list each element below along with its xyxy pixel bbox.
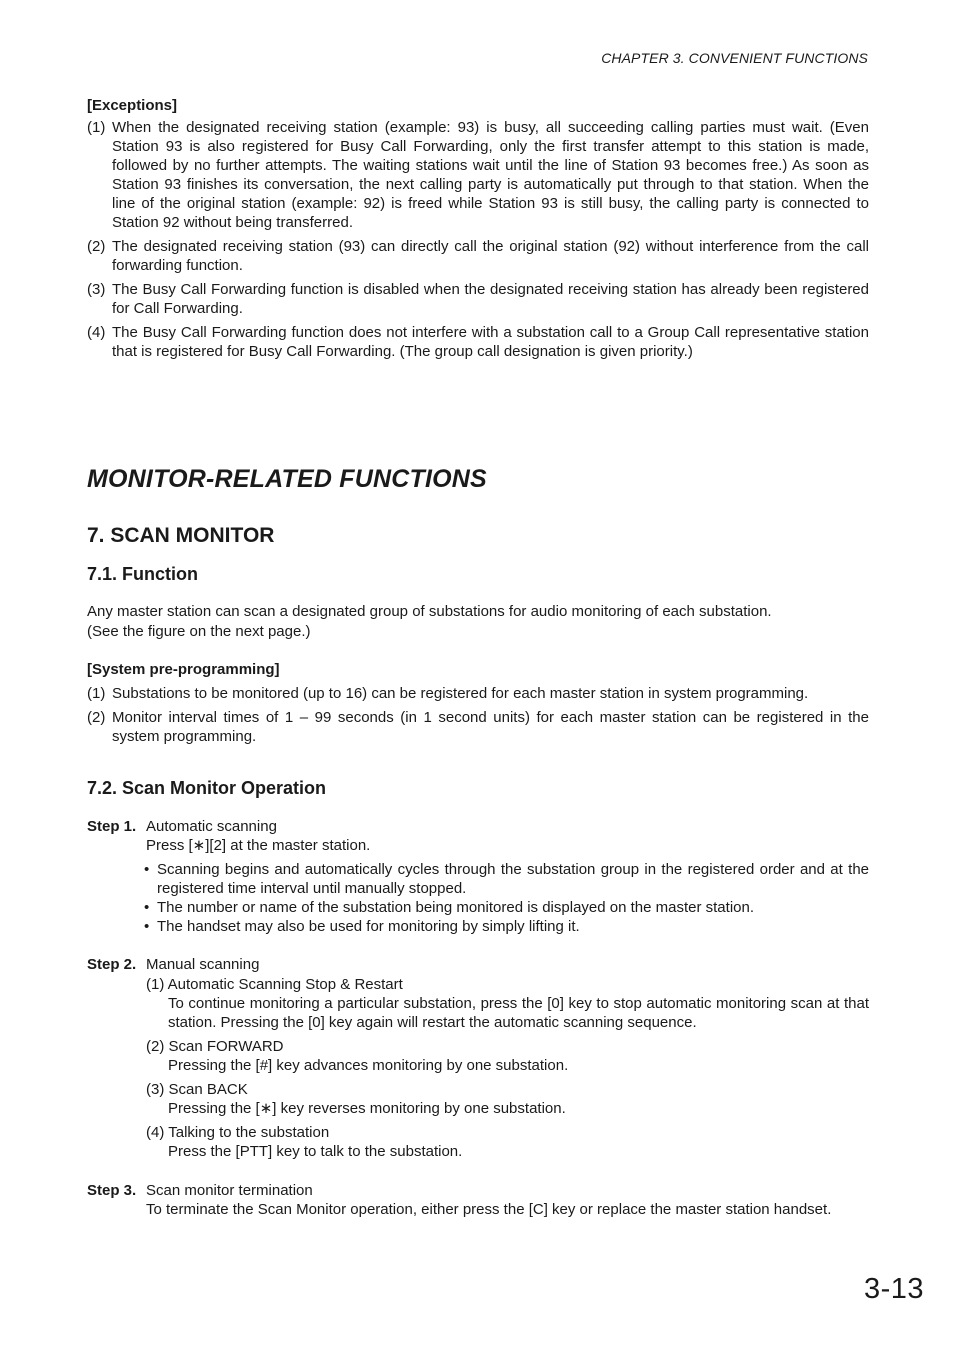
item-number: (3) [87, 281, 106, 298]
preprogramming-list [87, 684, 869, 746]
exceptions-list [87, 118, 869, 361]
manual-item-head: (2) Scan FORWARD [146, 1038, 284, 1055]
manual-item [146, 1080, 869, 1118]
list-item [87, 708, 869, 746]
manual-item [146, 1037, 869, 1075]
operation-title: 7.2. Scan Monitor Operation [87, 778, 327, 798]
item-number: (4) [87, 324, 106, 341]
list-item [87, 118, 869, 232]
function-note: (See the figure on the next page.) [87, 623, 311, 640]
preprogramming-title: [System pre-programming] [87, 661, 280, 678]
item-number: (1) [87, 685, 106, 702]
page-content [87, 96, 869, 1219]
bullet-mark: • [144, 899, 150, 916]
manual-item-head: (1) Automatic Scanning Stop & Restart [146, 976, 403, 993]
exceptions-title: [Exceptions] [87, 97, 178, 114]
bullet-text: The handset may also be used for monitoring by simply lifting it. [157, 918, 580, 935]
step-3 [87, 1181, 869, 1219]
item-text: The Busy Call Forwarding function does not interfere with a substation call to a Group Call representative station that is registered for Busy Call Forwarding. (The group call designation is given priority.) [112, 324, 869, 360]
step-2 [87, 955, 869, 1161]
scan-monitor-title: 7. SCAN MONITOR [87, 524, 275, 547]
bullet-mark: • [144, 861, 150, 878]
item-text: When the designated receiving station (example: 93) is busy, all succeeding calling parties must wait. (Even Station 93 is also registered for Busy Call Forwarding, only the first transfer attempt to this station is made, followed by no further attempts. The waiting stations wait until the line of Station 93 becomes free.) As soon as Station 93 finishes its conversation, the next calling party is automatically put through to that station. When the line of the original station (example: 92) is freed while Station 93 is still busy, the calling party is connected to Station 92 without being transferred. [112, 119, 869, 231]
step-instruction: Press [∗][2] at the master station. [146, 837, 371, 854]
step-title: Scan monitor termination [146, 1182, 313, 1199]
manual-item-body: Pressing the [#] key advances monitoring by one substation. [168, 1057, 569, 1074]
item-text: The Busy Call Forwarding function is disabled when the designated receiving station has already been registered for Call Forwarding. [112, 281, 869, 317]
item-number: (2) [87, 709, 106, 726]
function-title: 7.1. Function [87, 564, 199, 584]
manual-item-body: To continue monitoring a particular substation, press the [0] key to stop automatic monitoring scan at that station. Pressing the [0] key again will restart the automatic scanning sequence. [168, 995, 869, 1031]
manual-item-head: (3) Scan BACK [146, 1081, 248, 1098]
item-number: (1) [87, 119, 106, 136]
step-label: Step 3. [87, 1182, 137, 1199]
chapter-header: CHAPTER 3. CONVENIENT FUNCTIONS [601, 50, 868, 66]
function-text: Any master station can scan a designated group of substations for audio monitoring of each substation. [87, 603, 772, 620]
bullet-mark: • [144, 918, 150, 935]
bullet-item [144, 898, 869, 917]
list-item [87, 323, 869, 361]
item-text: The designated receiving station (93) can directly call the original station (92) without interference from the call forwarding function. [112, 238, 869, 274]
step-title: Automatic scanning [146, 818, 277, 835]
bullet-item [144, 917, 869, 936]
bullet-text: Scanning begins and automatically cycles through the substation group in the registered order and at the registered time interval until manually stopped. [157, 861, 869, 897]
page-number: 3-13 [863, 1273, 924, 1305]
list-item [87, 237, 869, 275]
list-item [87, 684, 869, 703]
section-title: MONITOR-RELATED FUNCTIONS [87, 465, 487, 493]
item-text: Substations to be monitored (up to 16) can be registered for each master station in system programming. [112, 685, 809, 702]
manual-item [146, 975, 869, 1032]
bullet-item [144, 860, 869, 898]
step-bullets [87, 860, 869, 936]
step-label: Step 1. [87, 818, 137, 835]
manual-item-body: Pressing the [∗] key reverses monitoring by one substation. [168, 1100, 566, 1117]
step-body: To terminate the Scan Monitor operation, either press the [C] key or replace the master station handset. [146, 1201, 832, 1218]
manual-item [146, 1123, 869, 1161]
bullet-text: The number or name of the substation being monitored is displayed on the master station. [157, 899, 755, 916]
step-label: Step 2. [87, 956, 137, 973]
manual-item-head: (4) Talking to the substation [146, 1124, 330, 1141]
item-number: (2) [87, 238, 106, 255]
list-item [87, 280, 869, 318]
step-title: Manual scanning [146, 956, 260, 973]
item-text: Monitor interval times of 1 – 99 seconds (in 1 second units) for each master station can be registered in the system programming. [112, 709, 869, 745]
manual-item-body: Press the [PTT] key to talk to the substation. [168, 1143, 463, 1160]
step-1 [87, 817, 869, 936]
